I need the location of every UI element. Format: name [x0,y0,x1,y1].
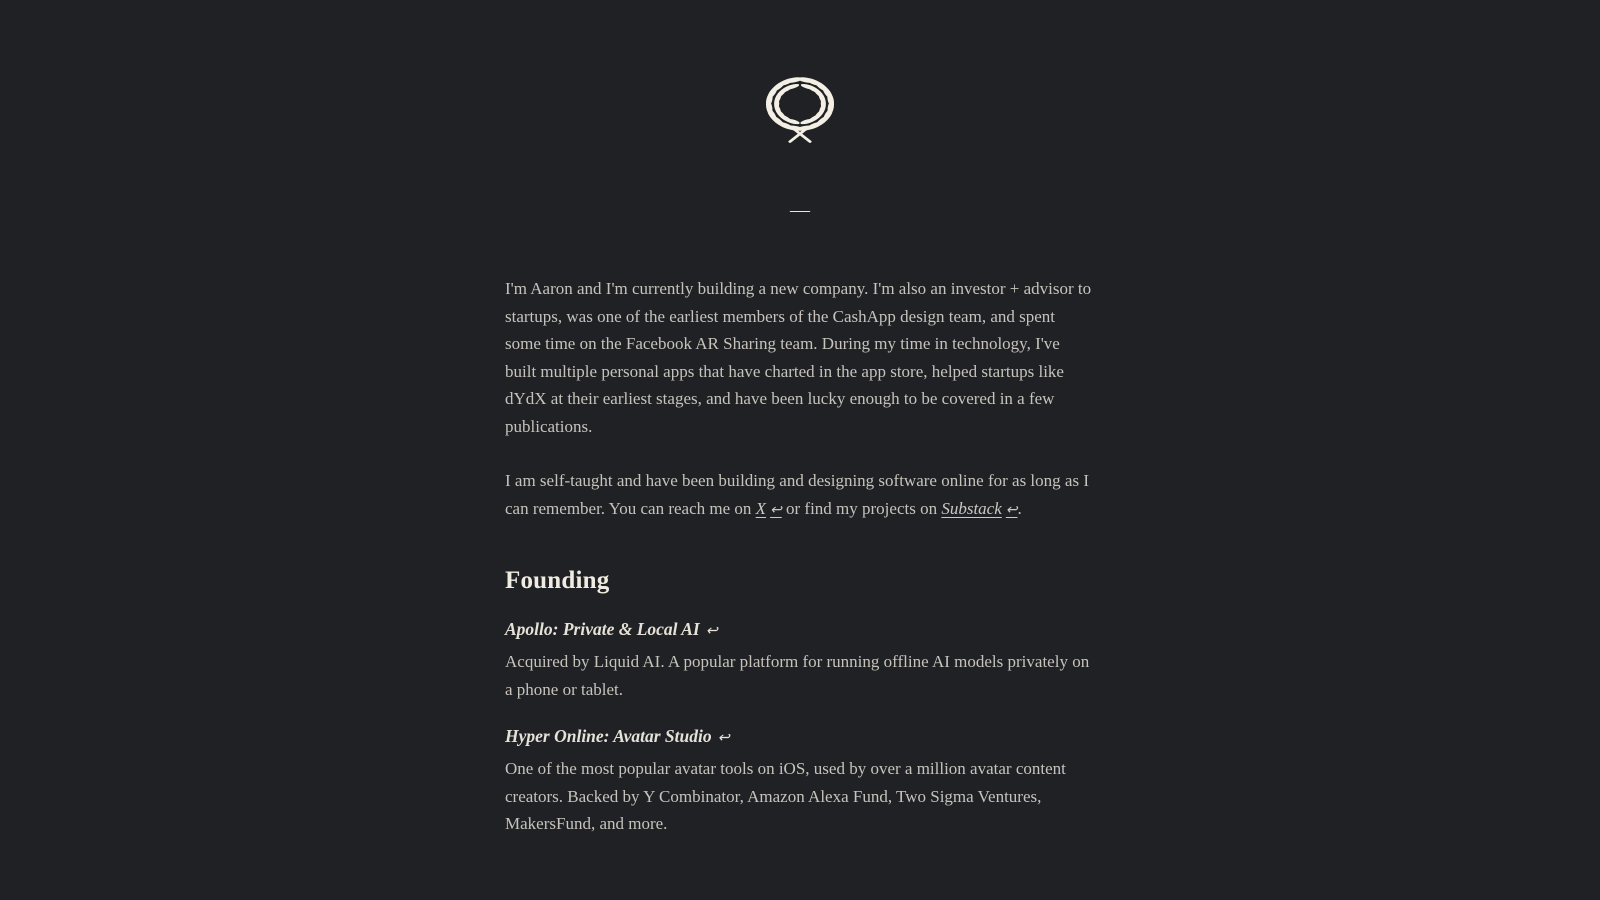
intro-paragraph: I'm Aaron and I'm currently building a new company. I'm also an investor + advisor to startups, was one of the earliest members of the CashApp design team, and spent some time on the Facebook AR Sharing team. During my time in technology, I've built multiple personal apps that have charted in the app store, helped startups like dYdX at their earliest stages, and have been lucky enough to be covered in a few publications. [505,279,1092,436]
return-arrow-icon: ↩ [705,623,718,639]
apollo-project-description: Acquired by Liquid AI. A popular platform for running offline AI models privately on a phone or tablet. [505,652,1090,699]
project-entry-apollo [505,616,1095,703]
page-header [505,0,1095,221]
contact-paragraph [505,467,1095,524]
project-entry-hyper [505,723,1095,838]
hyper-project-link[interactable] [505,723,1095,751]
section-divider: — [790,199,810,221]
contact-text-middle: or find my projects on [781,498,942,518]
x-link[interactable] [756,499,782,518]
contact-text-prefix: I am self-taught and have been building and designing software online for as long as I can remember. You can reach me on [505,471,1089,518]
laurel-wreath-icon [760,76,840,146]
apollo-project-link[interactable] [505,616,1095,644]
hyper-project-title: Hyper Online: Avatar Studio [505,726,712,746]
page-container [505,0,1095,838]
substack-link[interactable] [941,499,1017,518]
hyper-project-description: One of the most popular avatar tools on iOS, used by over a million avatar content creators. Backed by Y Combinator, Amazon Alexa Fund, Two Sigma Ventures, MakersFund, and more. [505,759,1066,833]
substack-link-label: Substack [941,498,1002,518]
founding-heading: Founding [505,567,610,594]
return-arrow-icon: ↩ [717,730,730,746]
contact-text-suffix: . [1017,498,1022,518]
apollo-project-title: Apollo: Private & Local AI [505,619,700,639]
return-arrow-icon: ↩ [770,502,782,518]
main-content [505,275,1095,838]
x-link-label: X [755,498,767,518]
return-arrow-icon: ↩ [1005,502,1018,518]
